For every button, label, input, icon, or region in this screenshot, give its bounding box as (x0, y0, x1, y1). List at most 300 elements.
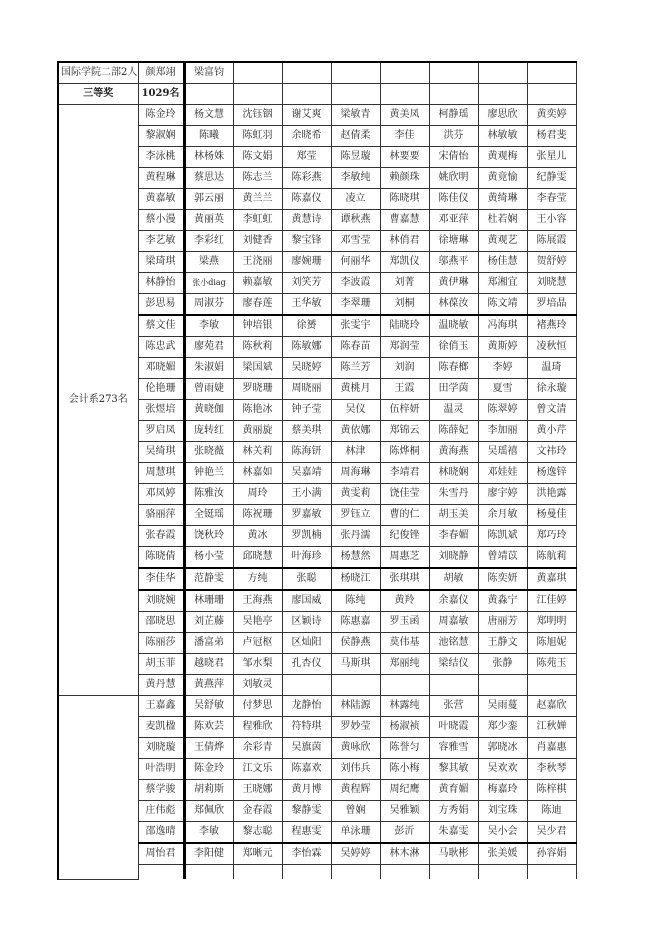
name-cell: 江佳婷 (527, 590, 576, 612)
name-cell: 林俏君 (380, 231, 429, 252)
name-cell: 陈凯斌 (478, 526, 527, 547)
name-cell: 徐永璇 (527, 379, 576, 400)
name-cell: 黄竟愉 (478, 168, 527, 189)
name-cell: 唐丽芳 (478, 612, 527, 633)
name-cell: 李佳华 (138, 568, 184, 590)
name-cell: 黄桃月 (331, 379, 380, 400)
name-cell: 李艺敏 (138, 231, 184, 252)
name-cell: 林葆汝 (429, 294, 478, 316)
name-cell: 马斯琪 (331, 654, 380, 675)
name-cell: 刘宝珠 (478, 801, 527, 822)
name-cell: 张静 (478, 654, 527, 675)
name-cell: 陈海钘 (282, 442, 331, 463)
name-cell: 杨逸锌 (527, 463, 576, 484)
name-cell: 蔡文佳 (138, 315, 184, 337)
name-cell: 潘富弟 (184, 633, 233, 654)
name-cell: 周慧琪 (138, 463, 184, 484)
empty-cell (233, 865, 282, 880)
name-cell: 赖嘉敏 (233, 273, 282, 294)
name-cell: 孙容娟 (527, 843, 576, 865)
name-cell: 黄月博 (282, 780, 331, 801)
name-cell: 曾雨婕 (184, 379, 233, 400)
name-cell: 刘伟兵 (331, 759, 380, 780)
name-cell: 庞转红 (184, 421, 233, 442)
name-cell: 郑润莹 (380, 337, 429, 358)
name-cell: 邓凤婷 (138, 484, 184, 505)
name-cell: 黄观梅 (478, 147, 527, 168)
name-cell: 廖国威 (282, 590, 331, 612)
name-cell: 黎宝锋 (282, 231, 331, 252)
name-cell: 林关莉 (233, 442, 282, 463)
name-cell: 符特琪 (282, 717, 331, 738)
empty-cell (380, 84, 429, 105)
name-cell: 周海琳 (331, 463, 380, 484)
name-cell: 区颖诗 (282, 612, 331, 633)
name-cell: 杨曼佳 (527, 505, 576, 526)
name-cell: 李佳 (380, 126, 429, 147)
name-cell: 林静怡 (138, 273, 184, 294)
name-cell: 陈梓棋 (527, 780, 576, 801)
award-count: 1029名 (138, 84, 184, 105)
empty-cell (527, 62, 576, 84)
name-cell: 黄观艺 (478, 231, 527, 252)
name-cell: 黄冰 (233, 526, 282, 547)
name-cell: 余彩青 (233, 738, 282, 759)
name-cell: 侯静燕 (331, 633, 380, 654)
name-cell: 林晓娴 (429, 463, 478, 484)
name-cell: 柯静瑶 (429, 105, 478, 126)
name-cell: 林陆源 (331, 696, 380, 717)
name-cell: 胡敏 (429, 568, 478, 590)
name-cell: 陈秋莉 (233, 337, 282, 358)
name-cell: 郑锦云 (380, 421, 429, 442)
name-cell: 徐塘琳 (429, 231, 478, 252)
name-cell: 王嘉鑫 (138, 696, 184, 717)
name-cell: 林嘉如 (233, 463, 282, 484)
name-cell: 吴小会 (478, 822, 527, 844)
name-cell: 刘芷藤 (184, 612, 233, 633)
name-cell: 陈苑玉 (527, 654, 576, 675)
name-cell: 郑丽纯 (380, 654, 429, 675)
name-cell: 吴欢欢 (478, 759, 527, 780)
name-cell: 黄斯婷 (478, 337, 527, 358)
name-cell: 王海燕 (233, 590, 282, 612)
name-cell: 沈钰铟 (233, 105, 282, 126)
empty-cell (331, 62, 380, 84)
name-cell: 邓亚萍 (429, 210, 478, 231)
name-cell: 陈奕妍 (478, 568, 527, 590)
name-cell: 区灿阳 (282, 633, 331, 654)
name-cell: 曾娴 (331, 801, 380, 822)
name-cell: 郑佩欣 (184, 801, 233, 822)
name-cell: 李靖君 (380, 463, 429, 484)
empty-cell (282, 865, 331, 880)
name-cell: 吴绮琪 (138, 442, 184, 463)
name-cell: 曾文清 (527, 400, 576, 421)
name-cell: 李怡霖 (282, 843, 331, 865)
name-cell: 陈迪 (527, 801, 576, 822)
name-cell: 文祎玲 (527, 442, 576, 463)
name-cell: 邵逸晴 (138, 822, 184, 844)
name-cell: 邹水梨 (233, 654, 282, 675)
name-cell: 陈小梅 (380, 759, 429, 780)
name-cell: 罗晓珊 (233, 379, 282, 400)
name-cell: 莫伟基 (380, 633, 429, 654)
name-cell: 刘菁 (380, 273, 429, 294)
name-cell: 夏雪 (478, 379, 527, 400)
name-cell: 黄海燕 (429, 442, 478, 463)
name-cell: 黄小芹 (527, 421, 576, 442)
name-cell: 黄育媚 (429, 780, 478, 801)
name-cell: 廖婉珊 (282, 252, 331, 273)
name-cell: 张小diag (184, 273, 233, 294)
name-cell: 杨慧然 (331, 547, 380, 569)
name-cell: 钟艳兰 (184, 463, 233, 484)
name-cell: 钟培银 (233, 315, 282, 337)
name-cell: 杨文慧 (184, 105, 233, 126)
name-cell: 容雅雪 (429, 738, 478, 759)
empty-cell (478, 62, 527, 84)
award-list-table (57, 61, 577, 880)
name-cell: 洪芬 (429, 126, 478, 147)
name-cell: 梅嘉玲 (478, 780, 527, 801)
name-cell: 宋倩怡 (429, 147, 478, 168)
name-cell: 赵倩柔 (331, 126, 380, 147)
name-cell: 陈曦 (184, 126, 233, 147)
name-cell: 张煜培 (138, 400, 184, 421)
name-cell: 全铤瑶 (184, 505, 233, 526)
name-cell: 陈昱璇 (331, 147, 380, 168)
name-cell: 陈金玲 (184, 759, 233, 780)
name-cell: 王倩烨 (184, 738, 233, 759)
name-cell: 郑凯仪 (380, 252, 429, 273)
empty-cell (233, 84, 282, 105)
empty-cell (478, 84, 527, 105)
name-cell: 吴舒敏 (184, 696, 233, 717)
name-cell: 梁琦琪 (138, 252, 184, 273)
name-cell: 罗启凤 (138, 421, 184, 442)
name-cell: 蔡学骏 (138, 780, 184, 801)
name-cell: 黄嘉敏 (138, 189, 184, 210)
name-cell: 黄程琳 (138, 168, 184, 189)
name-cell: 李婷 (478, 358, 527, 379)
name-cell: 李波霞 (331, 273, 380, 294)
name-cell: 郑晰元 (233, 843, 282, 865)
name-cell: 朱嘉雯 (429, 822, 478, 844)
name-cell: 吴雨蔓 (478, 696, 527, 717)
name-cell: 陈彩燕 (282, 168, 331, 189)
name-cell: 吴雅颖 (380, 801, 429, 822)
name-cell: 陆晓玲 (380, 315, 429, 337)
name-cell: 林要要 (380, 147, 429, 168)
name-cell: 李秋琴 (527, 759, 576, 780)
name-cell: 杜若娴 (478, 210, 527, 231)
name-cell: 梁富钧 (184, 62, 233, 84)
name-cell: 杨君斐 (527, 126, 576, 147)
name-cell: 黄淼宁 (478, 590, 527, 612)
name-cell: 罗钰立 (331, 505, 380, 526)
name-cell: 梁国斌 (233, 358, 282, 379)
name-cell: 伍梓妍 (380, 400, 429, 421)
name-cell: 余月敏 (478, 505, 527, 526)
name-cell: 陈薛妃 (429, 421, 478, 442)
name-cell: 罗培晶 (527, 294, 576, 316)
empty-cell (282, 62, 331, 84)
name-cell: 杨晓江 (331, 568, 380, 590)
name-cell: 郭晓冰 (478, 738, 527, 759)
name-cell: 越晓君 (184, 654, 233, 675)
name-cell: 陈兰芳 (331, 358, 380, 379)
empty-cell (380, 675, 429, 696)
empty-cell (478, 865, 527, 880)
name-cell: 庄伟彪 (138, 801, 184, 822)
name-cell: 胡莉斯 (184, 780, 233, 801)
name-cell: 张琪琪 (380, 568, 429, 590)
name-cell: 周淑芬 (184, 294, 233, 316)
name-cell: 彭沂 (380, 822, 429, 844)
empty-cell (429, 675, 478, 696)
name-cell: 陈虹羽 (233, 126, 282, 147)
name-cell: 陈烨桐 (380, 442, 429, 463)
name-cell: 李春媚 (429, 526, 478, 547)
name-cell: 陈忠武 (138, 337, 184, 358)
name-cell: 程惠雯 (282, 822, 331, 844)
name-cell: 马耿彬 (429, 843, 478, 865)
name-cell: 蔡思达 (184, 168, 233, 189)
name-cell: 周纪鹰 (380, 780, 429, 801)
name-cell: 张营 (429, 696, 478, 717)
name-cell: 吴旗茵 (282, 738, 331, 759)
name-cell: 黄奕婷 (527, 105, 576, 126)
name-cell: 陈欢芸 (184, 717, 233, 738)
name-cell: 罗嘉敏 (282, 505, 331, 526)
name-cell: 杨小莹 (184, 547, 233, 569)
name-cell: 陈春苗 (331, 337, 380, 358)
name-cell: 温晓敏 (429, 315, 478, 337)
name-cell: 陈翠婷 (478, 400, 527, 421)
name-cell: 黎其敏 (429, 759, 478, 780)
name-cell: 吴艳亭 (233, 612, 282, 633)
empty-cell (184, 84, 233, 105)
name-cell: 黄伊琳 (429, 273, 478, 294)
name-cell: 纪俊锉 (380, 526, 429, 547)
name-cell: 江秋婵 (527, 717, 576, 738)
name-cell: 朱淑娟 (184, 358, 233, 379)
name-cell: 纪静雯 (527, 168, 576, 189)
name-cell: 钟子莹 (282, 400, 331, 421)
name-cell: 凌立 (331, 189, 380, 210)
name-cell: 谭秋燕 (331, 210, 380, 231)
department-label: 国际学院二部2人 (58, 62, 138, 84)
name-cell: 刘晓璇 (138, 738, 184, 759)
name-cell: 骆丽萍 (138, 505, 184, 526)
name-cell: 周晓丽 (282, 379, 331, 400)
name-cell: 范静雯 (184, 568, 233, 590)
empty-cell (233, 62, 282, 84)
name-cell: 刘健香 (233, 231, 282, 252)
name-cell: 张美媛 (478, 843, 527, 865)
name-cell: 陈艳冰 (233, 400, 282, 421)
name-cell: 吴晓婷 (282, 358, 331, 379)
name-cell: 廖春莲 (233, 294, 282, 316)
name-cell: 杨佳慧 (478, 252, 527, 273)
name-cell: 吴仪 (331, 400, 380, 421)
name-cell: 林敏敏 (478, 126, 527, 147)
empty-cell (527, 84, 576, 105)
name-cell: 周嘉敏 (429, 612, 478, 633)
name-cell: 黄兰兰 (233, 189, 282, 210)
name-cell: 李春莹 (527, 189, 576, 210)
name-cell: 黄丽旋 (233, 421, 282, 442)
name-cell: 林露纯 (380, 696, 429, 717)
table-row (58, 105, 576, 126)
name-cell: 张聪 (282, 568, 331, 590)
name-cell: 张晓薇 (184, 442, 233, 463)
name-cell: 刘敏灵 (233, 675, 282, 696)
name-cell: 贺舒婷 (527, 252, 576, 273)
name-cell: 颜郑翊 (138, 62, 184, 84)
name-cell: 刘晓慧 (527, 273, 576, 294)
name-cell: 曹的仁 (380, 505, 429, 526)
name-cell: 赖颜珠 (380, 168, 429, 189)
name-cell: 江文乐 (233, 759, 282, 780)
name-cell: 卢冠枢 (233, 633, 282, 654)
empty-cell (138, 865, 184, 880)
name-cell: 温琦 (527, 358, 576, 379)
name-cell: 陈丽莎 (138, 633, 184, 654)
name-cell: 李彩红 (184, 231, 233, 252)
name-cell: 黄程辉 (331, 780, 380, 801)
name-cell: 邬燕平 (429, 252, 478, 273)
name-cell: 黄燕萍 (184, 675, 233, 696)
name-cell: 龙静怡 (282, 696, 331, 717)
name-cell: 周怡君 (138, 843, 184, 865)
empty-cell (331, 865, 380, 880)
name-cell: 罗凯楠 (282, 526, 331, 547)
third-prize-row (58, 84, 576, 105)
name-cell: 吴婷婷 (331, 843, 380, 865)
name-cell: 肖嘉惠 (527, 738, 576, 759)
name-cell: 单泳珊 (331, 822, 380, 844)
name-cell: 陈金玲 (138, 105, 184, 126)
name-cell: 蔡小漫 (138, 210, 184, 231)
name-cell: 黄嘉琪 (527, 568, 576, 590)
name-cell: 陈敏娜 (282, 337, 331, 358)
name-cell: 冯海琪 (478, 315, 527, 337)
name-cell: 王浇丽 (233, 252, 282, 273)
name-cell: 黄雯莉 (331, 484, 380, 505)
name-cell: 黄咏欣 (331, 738, 380, 759)
name-cell: 陈旭妮 (527, 633, 576, 654)
intl-college-row (58, 62, 576, 84)
name-cell: 王静文 (478, 633, 527, 654)
empty-cell (380, 865, 429, 880)
name-cell: 邱晓慧 (233, 547, 282, 569)
name-cell: 邓雪莹 (331, 231, 380, 252)
name-cell: 张雯宇 (331, 315, 380, 337)
name-cell: 陈惠嘉 (331, 612, 380, 633)
name-cell: 刘润 (380, 358, 429, 379)
name-cell: 陈嘉欢 (282, 759, 331, 780)
name-cell: 田学茵 (429, 379, 478, 400)
name-cell: 王霞 (380, 379, 429, 400)
name-cell: 王小容 (527, 210, 576, 231)
name-cell: 伦艳珊 (138, 379, 184, 400)
empty-cell (478, 675, 527, 696)
name-cell: 刘桐 (380, 294, 429, 316)
name-cell: 郑明明 (527, 612, 576, 633)
name-cell: 梁结仪 (429, 654, 478, 675)
name-cell: 陈文靖 (478, 294, 527, 316)
name-cell: 叶海珍 (282, 547, 331, 569)
table-row (58, 696, 576, 717)
name-cell: 李虹虹 (233, 210, 282, 231)
name-cell: 李加丽 (478, 421, 527, 442)
name-cell: 曹嘉慧 (380, 210, 429, 231)
name-cell: 温灵 (429, 400, 478, 421)
name-cell: 陈祝珊 (233, 505, 282, 526)
name-cell: 余嘉仪 (429, 590, 478, 612)
section-label (58, 696, 138, 880)
name-cell: 陈文娟 (233, 147, 282, 168)
name-cell: 金春霞 (233, 801, 282, 822)
name-cell: 王华敏 (282, 294, 331, 316)
name-cell: 林杨姝 (184, 147, 233, 168)
name-cell: 刘晓婉 (138, 590, 184, 612)
empty-cell (331, 84, 380, 105)
name-cell: 陈嘉仪 (282, 189, 331, 210)
name-cell: 邓晓媚 (138, 358, 184, 379)
name-cell: 陈佳仪 (429, 189, 478, 210)
name-cell: 郑巧玲 (527, 526, 576, 547)
name-cell: 陈展霞 (527, 231, 576, 252)
name-cell: 黄绮琳 (478, 189, 527, 210)
name-cell: 朱雪丹 (429, 484, 478, 505)
name-cell: 黄美凤 (380, 105, 429, 126)
name-cell: 张星儿 (527, 147, 576, 168)
name-cell: 廖苑君 (184, 337, 233, 358)
name-cell: 吴瑶禧 (478, 442, 527, 463)
empty-cell (282, 84, 331, 105)
name-cell: 陈志兰 (233, 168, 282, 189)
empty-cell (380, 62, 429, 84)
name-cell: 黄丹慧 (138, 675, 184, 696)
award-title: 三等奖 (58, 84, 138, 105)
name-cell: 王小满 (282, 484, 331, 505)
name-cell: 黄丽英 (184, 210, 233, 231)
name-cell: 方秀娟 (429, 801, 478, 822)
name-cell: 黄羚 (380, 590, 429, 612)
section-label: 会计系273名 (58, 105, 138, 696)
name-cell: 刘晓静 (429, 547, 478, 569)
name-cell: 罗妙莹 (331, 717, 380, 738)
name-cell: 杨淑祯 (380, 717, 429, 738)
name-cell: 林津 (331, 442, 380, 463)
name-cell: 郑少銮 (478, 717, 527, 738)
name-cell: 凌秋恒 (527, 337, 576, 358)
name-cell: 黄慧诗 (282, 210, 331, 231)
name-cell: 王晓娜 (233, 780, 282, 801)
name-cell: 陈纯 (331, 590, 380, 612)
name-cell: 郑莹 (282, 147, 331, 168)
name-cell: 孔杏仪 (282, 654, 331, 675)
name-cell: 张丹濡 (331, 526, 380, 547)
name-cell: 李翠珊 (331, 294, 380, 316)
name-cell: 李敏纯 (331, 168, 380, 189)
name-cell: 胡玉美 (429, 505, 478, 526)
empty-cell (429, 84, 478, 105)
name-cell: 麦凯楹 (138, 717, 184, 738)
